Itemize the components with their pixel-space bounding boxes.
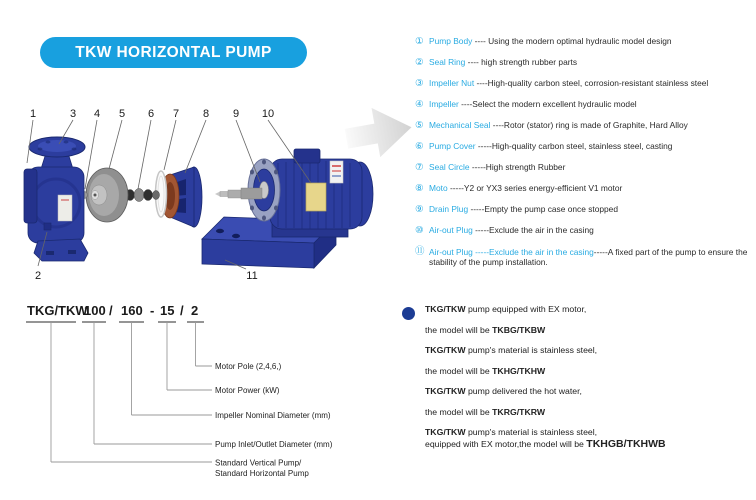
part-description: ----High-quality carbon steel, corrosion-resistant stainless steel — [476, 77, 709, 88]
callout-number: 9 — [232, 108, 240, 120]
note-line — [425, 326, 747, 336]
note-text: the model will be — [425, 406, 493, 417]
callout-number: 10 — [261, 108, 275, 120]
part-description: ----Rotor (stator) ring is made of Graphite, Hard Alloy — [492, 119, 688, 130]
note-text: pump delivered the hot water, — [465, 386, 582, 396]
part-list-item — [415, 247, 756, 267]
model-code-segment: - — [150, 303, 155, 318]
part-text — [429, 100, 637, 110]
part-number-badge: ⑥ — [415, 140, 424, 152]
part-name: Air-out Plug — [429, 246, 473, 257]
model-code-segment: / — [180, 303, 184, 318]
part-number-badge: ⑪ — [415, 245, 425, 257]
model-code-segment: 15 — [160, 303, 175, 318]
note-line — [425, 305, 747, 315]
part-description: ---- Using the modern optimal hydraulic model design — [474, 36, 672, 46]
part-number-badge: ④ — [415, 98, 424, 110]
part-description: -----Y2 or YX3 series energy-efficient V1 motor — [449, 182, 623, 193]
model-code-text: TKHG/TKHW — [492, 365, 546, 376]
page-title: TKW HORIZONTAL PUMP — [75, 43, 272, 61]
callout-number: 5 — [118, 108, 126, 120]
part-text — [429, 205, 618, 215]
note-line — [425, 367, 747, 377]
model-code-text: TKBG/TKBW — [492, 324, 546, 335]
part-text — [429, 142, 672, 152]
nameplate — [306, 183, 326, 211]
model-code-text: TKG/TKW — [425, 304, 466, 314]
part-list-item — [415, 37, 756, 47]
callout-number: 7 — [172, 108, 180, 120]
part-name-extra: -----Exclude the air in the casing — [475, 246, 594, 257]
part-name: Pump Body — [429, 36, 473, 46]
callout-number: 6 — [147, 108, 155, 120]
part-number-badge: ⑦ — [415, 161, 424, 173]
note-line — [425, 346, 747, 356]
part-description: -----A fixed part of the pump to ensure the stability of the pump installation. — [429, 246, 748, 268]
legend-label: Standard Vertical Pump/ — [215, 458, 302, 468]
model-code-segment: TKG/TKW — [27, 303, 88, 318]
part-description: -----High strength Rubber — [471, 161, 566, 172]
note-text: equipped with EX motor,the model will be — [425, 439, 587, 449]
callout-number: 3 — [69, 108, 77, 120]
part-text — [429, 121, 688, 131]
suction-flange — [24, 169, 37, 223]
part-name: Pump Cover — [429, 140, 476, 151]
legend-label: Motor Pole (2,4,6,) — [215, 362, 282, 371]
callout-number: 8 — [202, 108, 210, 120]
part-number-badge: ② — [415, 56, 424, 68]
part-number-badge: ⑧ — [415, 182, 424, 194]
part-list-item — [415, 184, 756, 194]
part-list-item — [415, 58, 756, 68]
part-name: Impeller Nut — [429, 77, 475, 88]
model-code-text: TKHGB/TKHWB — [586, 438, 666, 450]
legend-label: Motor Power (kW) — [215, 386, 280, 395]
legend-label: Pump Inlet/Outlet Diameter (mm) — [215, 440, 333, 449]
part-list-item — [415, 79, 756, 89]
note-text: pump equipped with EX motor, — [465, 304, 587, 314]
part-list-item — [415, 226, 756, 236]
note-line — [425, 428, 747, 438]
part-text — [429, 163, 565, 173]
part-number-badge: ⑤ — [415, 119, 424, 131]
part-list-item — [415, 163, 756, 173]
part-name: Air-out Plug — [429, 224, 473, 235]
model-code — [27, 303, 198, 318]
part-name: Seal Circle — [429, 161, 470, 172]
callout-number: 4 — [93, 108, 101, 120]
part-text — [429, 184, 622, 194]
model-code-segment: / — [109, 303, 113, 318]
part-name: Mechanical Seal — [429, 119, 491, 130]
part-list-item — [415, 100, 756, 110]
impeller-graphic — [86, 168, 128, 222]
legend-connector-lines — [51, 322, 212, 462]
model-legend — [215, 362, 333, 478]
model-notes — [402, 305, 747, 461]
part-name: Moto — [429, 182, 448, 193]
part-number-badge: ③ — [415, 77, 424, 89]
note-lines — [425, 305, 747, 450]
motor-label — [330, 161, 343, 183]
part-name: Impeller — [429, 98, 459, 109]
drain-plug-graphic — [44, 223, 51, 230]
model-code-segment: 100 — [84, 303, 106, 318]
part-description: ----Select the modern excellent hydraulic model — [461, 98, 637, 109]
callout-number: 1 — [29, 108, 37, 120]
model-code-text: TKG/TKW — [425, 386, 466, 396]
note-text: the model will be — [425, 324, 493, 335]
note-text: the model will be — [425, 365, 493, 376]
body-label — [58, 195, 72, 221]
model-code-segment: 2 — [191, 303, 199, 318]
part-number-badge: ⑨ — [415, 203, 424, 215]
part-text — [429, 226, 594, 236]
bullet-circle-icon — [402, 307, 415, 320]
shaft-graphic — [215, 188, 262, 199]
part-list-item — [415, 205, 756, 215]
part-number-badge: ① — [415, 36, 424, 47]
note-line — [425, 387, 747, 397]
part-name: Drain Plug — [429, 203, 469, 214]
legend-label: Standard Horizontal Pump — [215, 469, 309, 478]
model-code-text: TKRG/TKRW — [492, 406, 546, 417]
part-text — [429, 247, 756, 267]
part-description: ---- high strength rubber parts — [467, 56, 578, 67]
model-code-segment: 160 — [121, 303, 143, 318]
part-number-badge: ⑩ — [415, 224, 424, 236]
note-line — [425, 440, 747, 450]
part-description: -----High-quality carbon steel, stainless steel, casting — [477, 140, 673, 151]
callout-number: 11 — [246, 270, 258, 282]
part-text — [429, 79, 708, 89]
part-text — [429, 58, 577, 68]
model-code-text: TKG/TKW — [425, 345, 466, 355]
part-name: Seal Ring — [429, 56, 466, 67]
part-description: -----Exclude the air in the casing — [475, 224, 594, 235]
part-description: -----Empty the pump case once stopped — [470, 203, 618, 214]
terminal-box — [294, 149, 320, 163]
callout-number: 2 — [34, 270, 42, 282]
model-designation-diagram — [20, 297, 410, 492]
parts-list — [415, 37, 756, 278]
title-banner — [40, 37, 307, 68]
part-text — [429, 37, 672, 47]
note-line — [425, 408, 747, 418]
legend-label: Impeller Nominal Diameter (mm) — [215, 411, 331, 420]
flow-arrow-icon — [344, 95, 420, 171]
part-list-item — [415, 142, 756, 152]
pump-body-graphic — [24, 137, 88, 261]
note-text: pump's material is stainless steel, — [465, 345, 598, 355]
part-list-item — [415, 121, 756, 131]
model-code-text: TKG/TKW — [425, 427, 466, 437]
note-text: pump's material is stainless steel, — [465, 427, 598, 437]
